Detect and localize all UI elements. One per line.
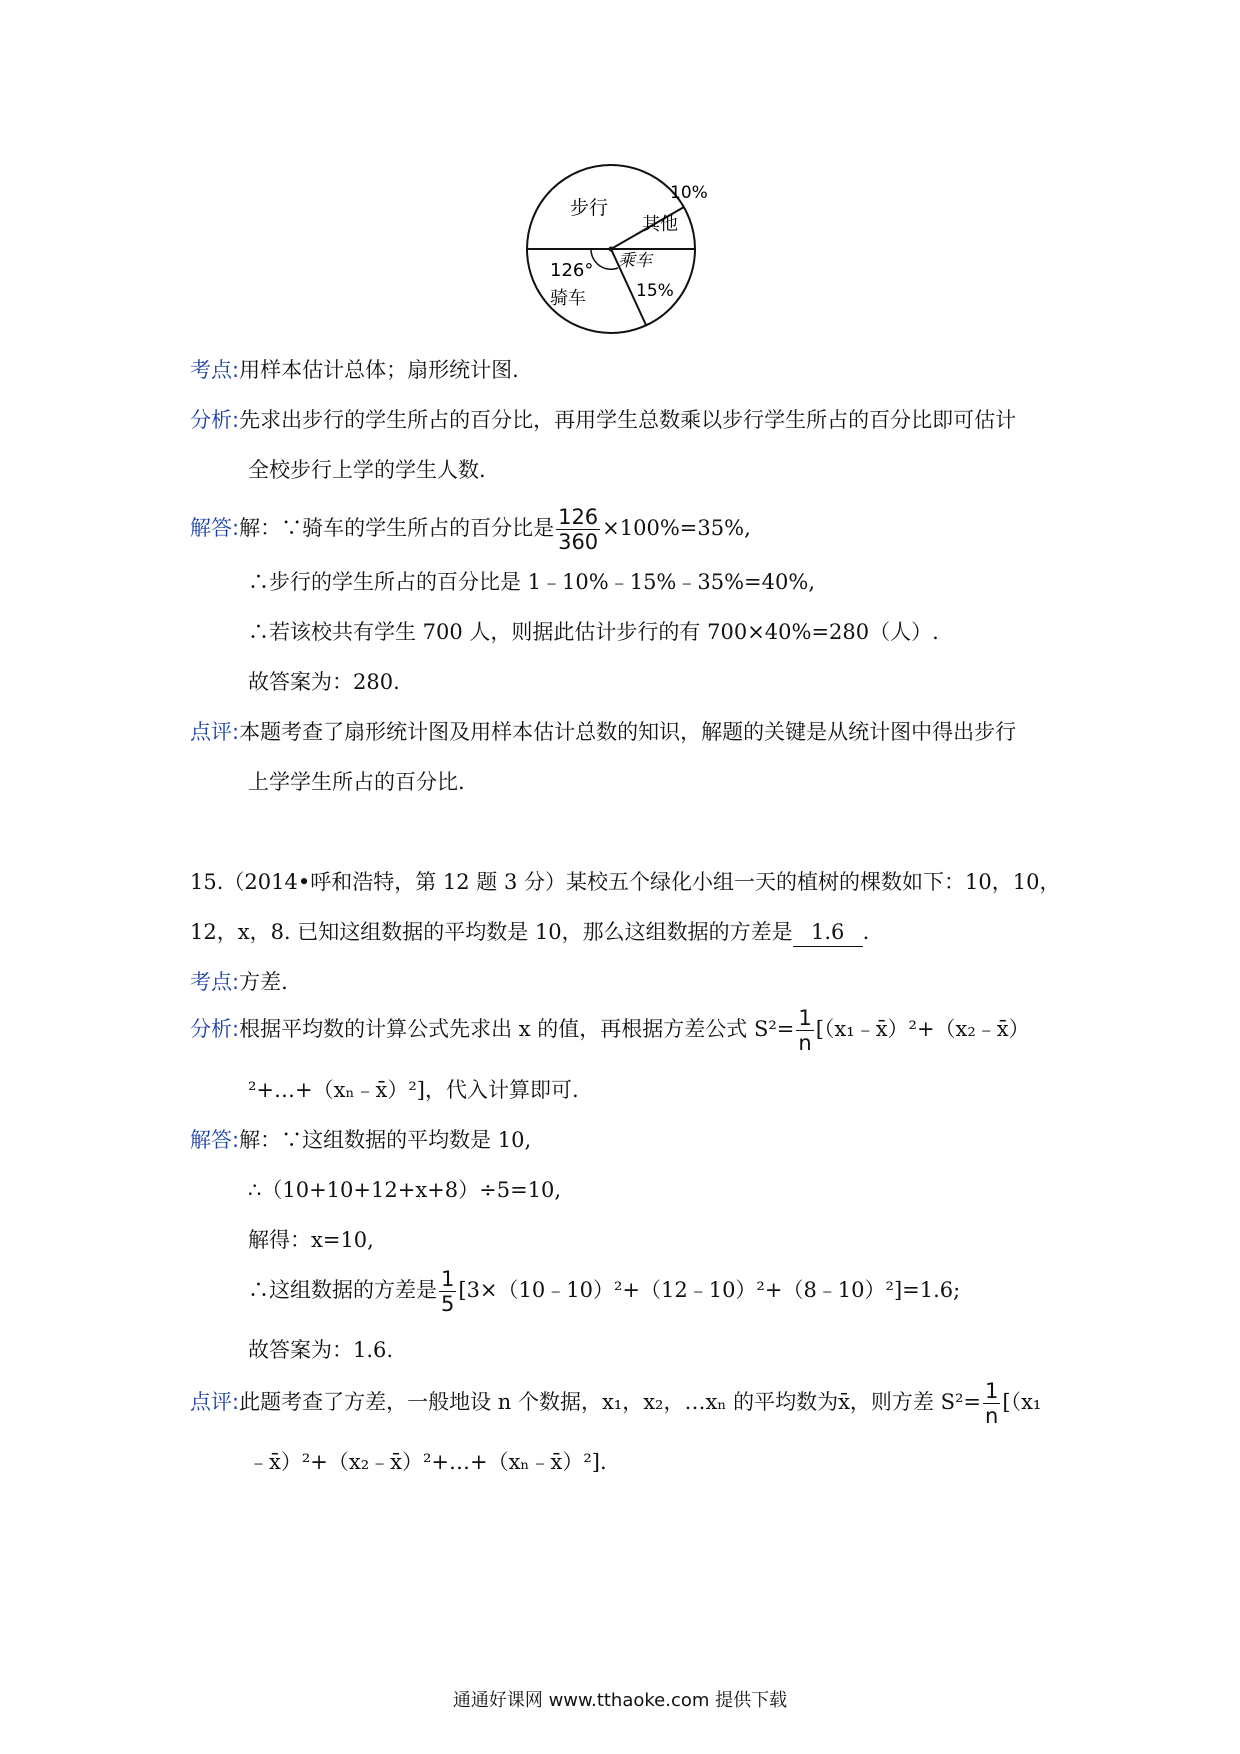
s14-fenxi-cont: 全校步行上学的学生人数.	[248, 458, 486, 482]
s15-kaodian: 考点:方差.	[190, 970, 288, 994]
s15-jieda-l2: ∴（10+10+12+x+8）÷5=10,	[248, 1178, 562, 1202]
pie-chart	[520, 158, 708, 340]
pie-label-bike-deg: 126°	[550, 260, 594, 281]
s15-question-l1: 15.（2014•呼和浩特，第 12 题 3 分）某校五个绿化小组一天的植树的棵数如下：10，10，	[190, 870, 1061, 894]
pie-label-bus: 乘车	[618, 251, 652, 271]
fraction-1-n-2: $\frac{1}{n}$	[985, 1379, 999, 1428]
s15-jieda-l3: 解得：x=10,	[248, 1228, 374, 1252]
pie-label-walk: 步行	[570, 197, 609, 219]
s14-jieda: 解答:解：∵骑车的学生所占的百分比是 $\frac{126}{360}$ ×100%=35%,	[190, 505, 751, 554]
fenxi-text: 先求出步行的学生所占的百分比，再用学生总数乘以步行学生所占的百分比即可估计	[239, 408, 1017, 432]
s14-dianping	[190, 718, 1016, 746]
s15-question-l2: 12，x，8. 已知这组数据的平均数是 10，那么这组数据的方差是 1.6 .	[190, 918, 869, 947]
fraction-1-5: $\frac{1}{5}$	[441, 1267, 455, 1316]
dianping-label: 点评:	[190, 720, 240, 744]
pie-label-bus-pct: 15%	[636, 281, 674, 301]
s15-dianping: 点评:此题考查了方差，一般地设 n 个数据，x₁，x₂，…xₙ 的平均数为x̄，则方差 S²= $\frac{1}{n}$ [（x₁	[190, 1379, 1042, 1428]
s15-jieda: 解答:解：∵这组数据的平均数是 10,	[190, 1128, 532, 1152]
kaodian-text: 用样本估计总体；扇形统计图.	[239, 358, 519, 382]
kaodian-label: 考点:	[190, 970, 240, 994]
s15-jieda-l5: 故答案为：1.6.	[248, 1338, 394, 1362]
jieda-label: 解答:	[190, 1128, 240, 1152]
answer-blank: 1.6	[793, 918, 863, 947]
pie-label-bike: 骑车	[550, 288, 586, 309]
s15-fenxi: 分析:根据平均数的计算公式先求出 x 的值，再根据方差公式 S²= $\frac{1}{n}$ [（x₁﹣x̄）²+（x₂﹣x̄）	[190, 1006, 1030, 1055]
pie-label-other-pct: 10%	[670, 183, 708, 203]
s15-fenxi-cont: ²+…+（xₙ﹣x̄）²]，代入计算即可.	[248, 1078, 579, 1102]
kaodian-label: 考点:	[190, 358, 240, 382]
jieda-label: 解答:	[190, 516, 240, 540]
fraction-1-n: $\frac{1}{n}$	[798, 1006, 812, 1055]
jieda-text: 解：∵骑车的学生所占的百分比是	[239, 516, 555, 540]
s14-kaodian	[190, 356, 519, 384]
s14-fenxi	[190, 406, 1016, 434]
s14-jieda-l4: 故答案为：280.	[248, 670, 400, 694]
fenxi-label: 分析:	[190, 408, 240, 432]
s14-dianping-cont: 上学学生所占的百分比.	[248, 770, 465, 794]
page-footer: 通通好课网 www.tthaoke.com 提供下载	[452, 1690, 788, 1711]
pie-label-other: 其他	[642, 214, 678, 235]
fenxi-label: 分析:	[190, 1017, 240, 1041]
s14-jieda-l2: ∴步行的学生所占的百分比是 1﹣10%﹣15%﹣35%=40%,	[248, 570, 816, 594]
fraction-126-360: $\frac{126}{360}$	[558, 505, 599, 554]
s15-jieda-l4: ∴这组数据的方差是 $\frac{1}{5}$ [3×（10﹣10）²+（12﹣10）²+（8﹣10）²]=1.6;	[248, 1267, 961, 1316]
s15-dianping-cont: ﹣x̄）²+（x₂﹣x̄）²+…+（xₙ﹣x̄）²].	[248, 1450, 607, 1474]
dianping-text: 本题考查了扇形统计图及用样本估计总数的知识，解题的关键是从统计图中得出步行	[239, 720, 1017, 744]
s14-jieda-l3: ∴若该校共有学生 700 人，则据此估计步行的有 700×40%=280（人）.	[248, 620, 939, 644]
dianping-label: 点评:	[190, 1390, 240, 1414]
